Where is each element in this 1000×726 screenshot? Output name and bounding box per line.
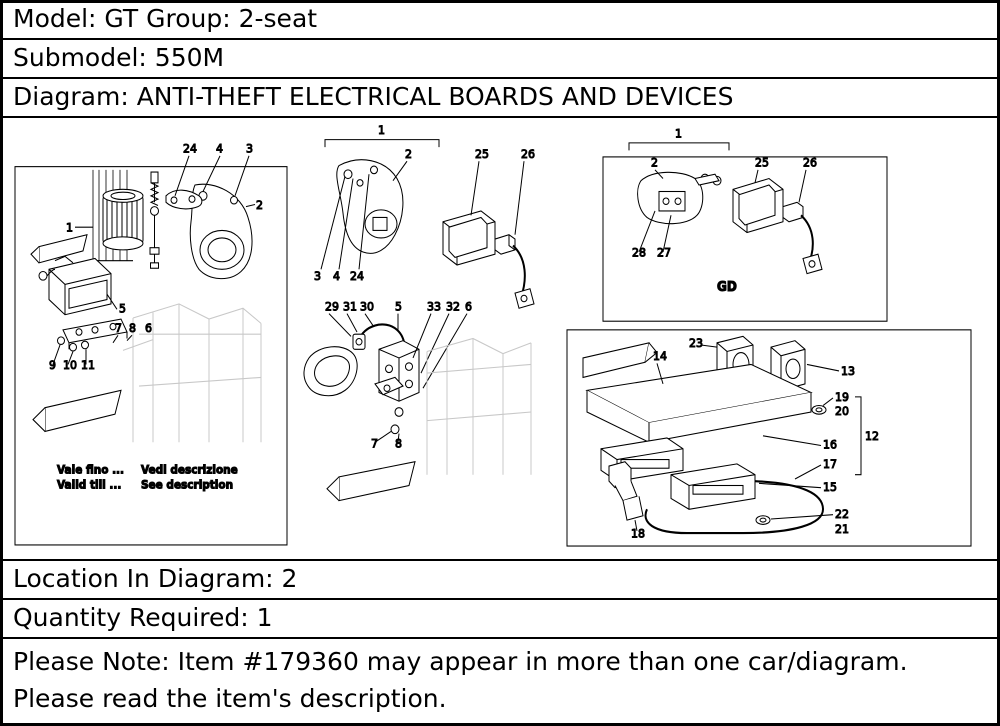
callout-left-11: 11 xyxy=(81,357,95,372)
callout-cb-7: 7 xyxy=(370,436,378,451)
callout-cb-31: 31 xyxy=(342,298,357,314)
callout-cb-29: 29 xyxy=(325,298,339,314)
callout-cb-8: 8 xyxy=(394,436,402,451)
diagram-illustration xyxy=(3,118,997,561)
header-submodel-line: Submodel: 550M xyxy=(3,40,997,79)
callout-left-24: 24 xyxy=(183,141,197,156)
caption-en-1: Valid till ... xyxy=(56,478,122,492)
callout-cb-6: 6 xyxy=(465,298,472,314)
callout-left-4: 4 xyxy=(216,141,223,156)
header-diagram-line: Diagram: ANTI-THEFT ELECTRICAL BOARDS AND DEVICES xyxy=(3,79,997,118)
callout-cb-32: 32 xyxy=(445,298,460,314)
callout-center-3: 3 xyxy=(314,268,321,284)
callout-left-2: 2 xyxy=(255,197,263,212)
footer-location-line: Location In Diagram: 2 xyxy=(3,561,997,600)
callout-left-3: 3 xyxy=(246,141,253,156)
callout-right-17: 17 xyxy=(823,456,837,472)
callout-right-18: 18 xyxy=(630,525,645,541)
callout-right-19: 19 xyxy=(835,389,849,405)
diagram-svg xyxy=(3,118,997,559)
callout-right-22: 22 xyxy=(835,506,849,522)
callout-right-12: 12 xyxy=(864,428,879,444)
callout-center-4: 4 xyxy=(333,268,340,284)
caption-it-2: Vedi descrizione xyxy=(140,463,238,477)
caption-en-2: See description xyxy=(140,478,234,492)
callout-gd-28: 28 xyxy=(632,244,646,260)
panel-gd-title: GD xyxy=(717,278,737,295)
callout-gd-25: 25 xyxy=(755,155,769,170)
callout-center-26: 26 xyxy=(521,146,535,162)
callout-right-15: 15 xyxy=(823,479,837,495)
callout-cb-30: 30 xyxy=(360,298,374,314)
callout-center-25: 25 xyxy=(474,146,489,162)
header-model-line: Model: GT Group: 2-seat xyxy=(3,3,997,40)
footer-quantity-line: Quantity Required: 1 xyxy=(3,600,997,639)
callout-right-14: 14 xyxy=(653,348,667,364)
caption-it-1: Vale fino ... xyxy=(56,463,125,477)
callout-left-8: 8 xyxy=(129,320,136,336)
callout-right-23: 23 xyxy=(689,335,703,351)
callout-left-6: 6 xyxy=(145,320,152,336)
callout-right-20: 20 xyxy=(835,403,849,419)
callout-right-13: 13 xyxy=(840,363,855,379)
callout-left-9: 9 xyxy=(48,357,56,372)
callout-gd-26: 26 xyxy=(803,155,817,170)
callout-gd-27: 27 xyxy=(656,244,671,260)
callout-right-21: 21 xyxy=(835,521,849,537)
callout-left-1: 1 xyxy=(66,220,73,235)
callout-center-2: 2 xyxy=(405,146,412,162)
callout-left-5: 5 xyxy=(119,301,126,316)
callout-gd-1: 1 xyxy=(675,126,682,141)
footer-note-line: Please Note: Item #179360 may appear in more than one car/diagram. Please read the item's description. xyxy=(13,647,908,713)
callout-center-1: 1 xyxy=(378,122,385,138)
callout-cb-5: 5 xyxy=(394,298,402,314)
callout-cb-33: 33 xyxy=(427,298,441,314)
callout-left-7: 7 xyxy=(115,320,122,336)
callout-gd-2: 2 xyxy=(651,155,658,170)
callout-center-24: 24 xyxy=(350,268,364,284)
callout-right-16: 16 xyxy=(823,437,837,452)
callout-left-10: 10 xyxy=(62,357,77,372)
